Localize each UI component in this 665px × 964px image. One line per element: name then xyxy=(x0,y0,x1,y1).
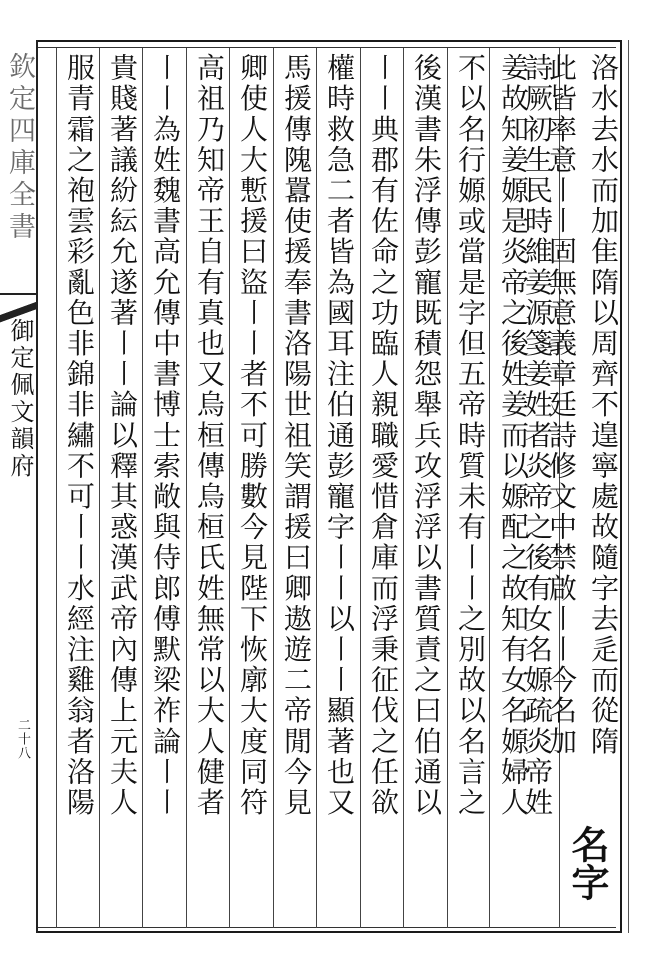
text-column: 不以名行嫄或當是字但五帝時質未有〡〡之別故以名言之 xyxy=(454,53,487,818)
margin-divider xyxy=(36,40,38,933)
column-divider xyxy=(360,48,361,928)
page-number: 二十八 xyxy=(15,718,30,760)
column-divider xyxy=(273,48,274,928)
text-column: 後漢書朱浮傳彭寵既積怨舉兵攻浮浮以書質責之曰伯通以 xyxy=(410,53,443,818)
page-frame-right-edge xyxy=(624,40,629,933)
book-title: 御定佩文韻府 xyxy=(6,318,34,480)
text-column: 高祖乃知帝王自有真也又烏桓傳烏桓氏姓無常以大人健者 xyxy=(193,53,226,818)
book-header: 欽定四庫全書 xyxy=(4,52,35,244)
text-column: 權時救急二者皆為國耳注伯通彭寵字〡〡以〡〡顯著也又 xyxy=(323,53,356,818)
text-column: 馬援傳隗囂使援奉書洛陽世祖笑謂援曰卿遨遊二帝閒今見 xyxy=(280,53,313,818)
text-column: 服青霜之袍雲彩亂色非錦非繡不可〡〡水經注雞翁者洛陽 xyxy=(63,53,96,818)
column-divider xyxy=(56,48,57,928)
text-column: 貴賤著議紛紜允遂著〡〡論以釋其惑漢武帝內傳上元夫人 xyxy=(106,53,139,818)
text-column: 〡〡典郡有佐命之功臨人親職愛惜倉庫而浮秉征伐之任欲 xyxy=(367,53,400,818)
text-column: 卿使人大慙援曰盜〡〡者不可勝數今見陛下恢廓大度同符 xyxy=(236,53,269,818)
text-column: 〡〡為姓魏書高允傳中書博士索敞與侍郎傅默梁祚論〡〡 xyxy=(149,53,182,818)
text-column: 詩厥初生民時維姜源箋姜姓者炎帝之後有女名嫄疏炎帝姓 xyxy=(521,53,554,818)
fish-tail-line xyxy=(0,293,36,295)
text-column: 姜故知姜嫄是炎帝之後姓姜而以嫄配之故知有女名嫄婦人 xyxy=(497,53,530,818)
column-divider xyxy=(447,48,448,928)
text-column: 洛水去水而加隹隋以周齊不遑寧處故隨字去辵而從隋 xyxy=(587,53,620,757)
entry-heading: 名字 xyxy=(565,825,610,901)
column-divider xyxy=(186,48,187,928)
text-column: 此皆率意〡〡固無意義章廷詩修文中禁啟〡〡今名加 xyxy=(545,53,578,757)
